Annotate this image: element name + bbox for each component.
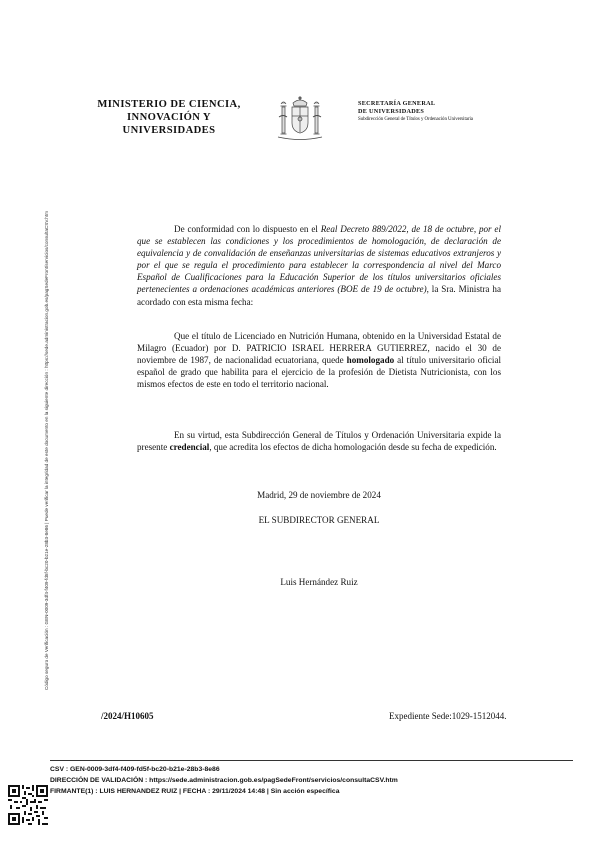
p1-decree: Real Decreto 889/2022, de 18 de octubre, por el que se establecen las condiciones y los procedimientos de homologación, de declaración de equivalencia y de convalidación de enseñanzas universitarias de sistemas educativos extranjeros y por el que se regula el procedimiento para establecer la correspondencia al nivel del Marco Español de Cualificaciones para la Educación Superior de los títulos universitarios oficiales pertenecientes a ordenaciones académicas anteriores (BOE de 19 de octubre) xyxy=(137,224,501,295)
paragraph-3 xyxy=(137,429,501,453)
p2-intro: Que el título de Licenciado en Nutrición Humana, obtenido en la Universidad Estatal de Milagro (Ecuador) por D. PATRICIO ISRAEL HERRERA GUTIERREZ, nacido el 30 de noviembre de 1987, de nacionalidad ecuatoriana, quede xyxy=(137,331,501,366)
ministry-name xyxy=(88,98,250,138)
paragraph-2 xyxy=(137,330,501,390)
ministry-line: MINISTERIO DE CIENCIA, xyxy=(97,99,241,110)
secretaria-line: SECRETARÍA GENERAL xyxy=(358,100,436,107)
secretaria-block xyxy=(358,100,538,123)
p1-end: , la Sra. Ministra ha acordado con esta misma fecha: xyxy=(137,284,501,307)
ministry-line: UNIVERSIDADES xyxy=(122,125,216,137)
footer-signer: FIRMANTE(1) : LUIS HERNANDEZ RUIZ | FECHA : 29/11/2024 14:48 | Sin acción específica xyxy=(50,788,340,795)
p2-end: al título universitario oficial español de grado que habilita para el ejercicio de la profesión de Dietista Nutricionista, con los mismos efectos de este en todo el territorio nacional. xyxy=(137,355,502,390)
footer-validation-url[interactable]: DIRECCIÓN DE VALIDACIÓN : https://sede.administracion.gob.es/pagSedeFront/servicios/consultaCSV.htm xyxy=(50,777,398,784)
secretaria-line: DE UNIVERSIDADES xyxy=(358,107,425,115)
signer-title: EL SUBDIRECTOR GENERAL xyxy=(258,515,380,525)
reference-number: /2024/H10605 xyxy=(101,711,154,721)
p3-end: , que acredita los efectos de dicha homologación desde su fecha de expedición. xyxy=(209,442,497,453)
spain-coat-of-arms-icon xyxy=(273,95,327,141)
p3-intro: En su virtud, esta Subdirección General de Títulos y Ordenación Universitaria expide la presente xyxy=(137,430,501,453)
qr-code-icon xyxy=(8,785,48,825)
p3-credencial: credencial xyxy=(169,442,210,453)
ministry-line: INNOVACIÓN Y xyxy=(127,112,211,124)
p2-homologado: homologado xyxy=(346,355,395,366)
signer-name: Luis Hernández Ruiz xyxy=(280,577,358,587)
verification-side-note: Código seguro de Verificación : GEN-0009-3df4-f409-fd5f-bc20-b21e-28b3-8e86 | Puede verificar la integridad de este documento en la siguiente dirección : https://sede.administracion.gob.es/pagSedeFront/servicios/consultaCSV.htm xyxy=(44,211,49,690)
subdireccion-line: Subdirección General de Títulos y Ordenación Universitaria xyxy=(358,116,473,122)
paragraph-1 xyxy=(137,223,501,308)
footer-divider xyxy=(50,760,573,761)
footer-csv: CSV : GEN-0009-3df4-f409-fd5f-bc20-b21e-28b3-8e86 xyxy=(50,766,220,773)
p1-intro: De conformidad con lo dispuesto en el xyxy=(174,224,321,234)
place-date: Madrid, 29 de noviembre de 2024 xyxy=(257,490,381,500)
expediente-number: Expediente Sede:1029-1512044. xyxy=(389,711,507,721)
